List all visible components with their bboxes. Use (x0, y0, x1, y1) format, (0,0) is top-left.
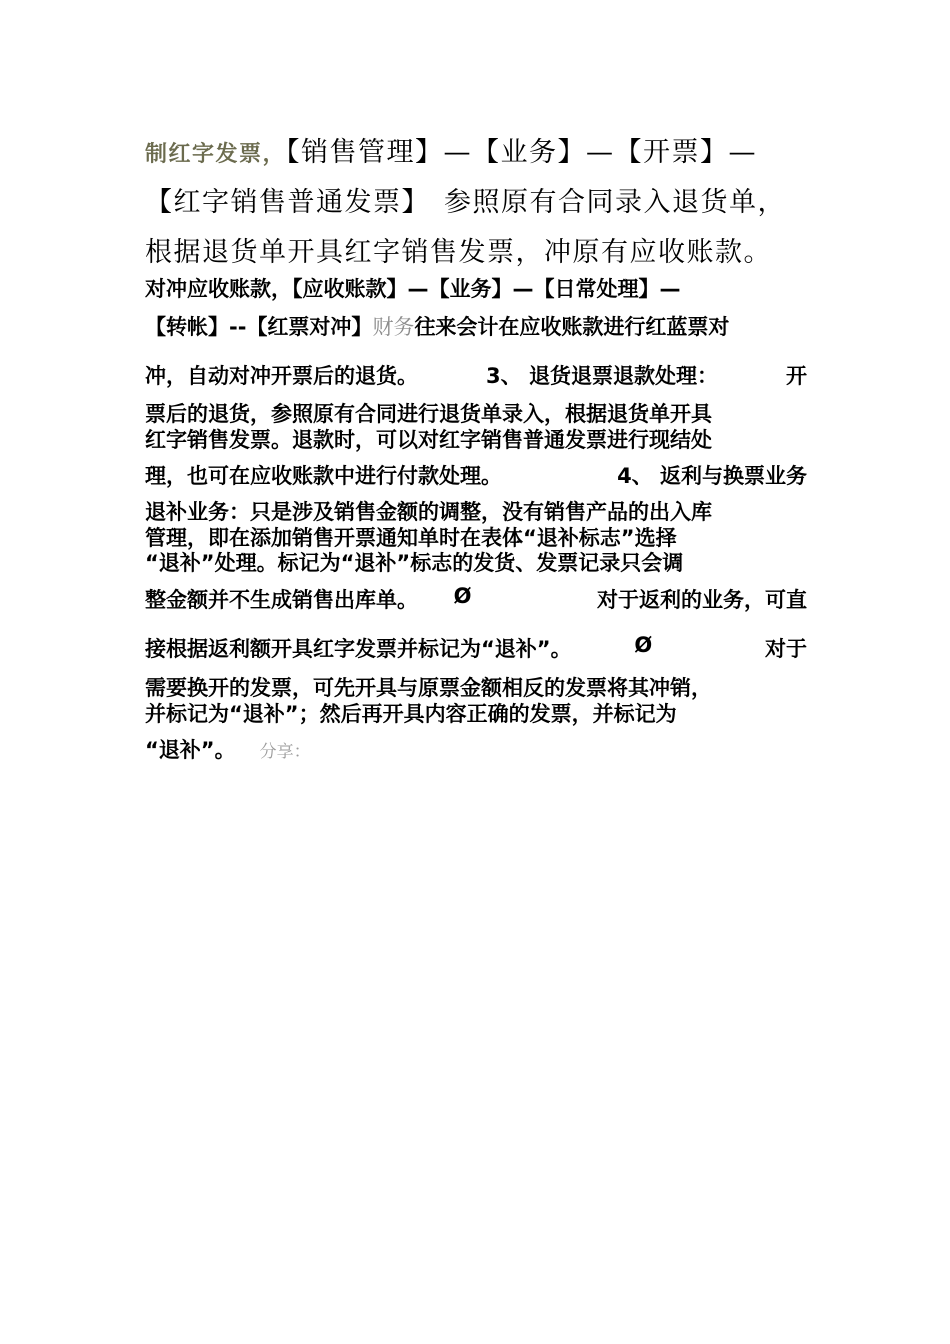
text-segment: 【转帐】--【红票对冲】 (145, 315, 373, 339)
text-line-13 (145, 584, 807, 614)
text-segment: 往来会计在应收账款进行红蓝票对 (414, 315, 730, 339)
text-segment: “退补”。 (145, 738, 236, 762)
section-heading: 3、 退货退票退款处理： (486, 364, 718, 388)
text-segment: 开 (786, 364, 807, 388)
text-segment: 冲，自动对冲开票后的退货。 (145, 364, 418, 388)
text-segment: 制红字发票， (145, 142, 287, 167)
text-line-3: 根据退货单开具红字销售发票，冲原有应收账款。 (145, 237, 772, 268)
text-line-10: 退补业务：只是涉及销售金额的调整，没有销售产品的出入库 (145, 500, 712, 524)
text-segment: 【销售管理】—【业务】—【开票】— (286, 137, 758, 168)
text-segment: 整金额并不生成销售出库单。 (145, 588, 418, 612)
text-line-6 (145, 360, 807, 390)
text-line-12: “退补”处理。标记为“退补”标志的发货、发票记录只会调 (145, 551, 684, 575)
text-line-17 (145, 734, 807, 764)
text-line-4: 对冲应收账款，【应收账款】—【业务】—【日常处理】— (145, 277, 681, 301)
bullet-symbol: Ø (634, 633, 653, 657)
text-line-1 (145, 130, 807, 169)
text-line-2 (145, 180, 807, 219)
text-line-14 (145, 633, 807, 663)
text-line-9 (145, 460, 807, 490)
text-segment: 【红字销售普通发票】 (145, 187, 430, 218)
text-segment: 财务 (372, 315, 415, 339)
text-segment: 对于 (765, 637, 807, 661)
text-line-15: 需要换开的发票，可先开具与原票金额相反的发票将其冲销， (145, 676, 712, 700)
section-heading: 4、 返利与换票业务 (617, 464, 807, 488)
text-segment: 接根据返利额开具红字发票并标记为“退补”。 (145, 637, 572, 661)
text-line-8: 红字销售发票。退款时，可以对红字销售普通发票进行现结处 (145, 428, 712, 452)
bullet-symbol: Ø (453, 584, 472, 608)
text-line-16: 并标记为“退补”；然后再开具内容正确的发票，并标记为 (145, 702, 677, 726)
text-line-7: 票后的退货，参照原有合同进行退货单录入，根据退货单开具 (145, 402, 712, 426)
text-segment: 理，也可在应收账款中进行付款处理。 (145, 464, 502, 488)
text-line-5 (145, 311, 807, 341)
text-segment: 参照原有合同录入退货单， (444, 187, 786, 218)
share-label[interactable]: 分享： (259, 742, 311, 762)
text-line-11: 管理，即在添加销售开票通知单时在表体“退补标志”选择 (145, 526, 677, 550)
text-segment: 对于返利的业务，可直 (596, 588, 807, 612)
